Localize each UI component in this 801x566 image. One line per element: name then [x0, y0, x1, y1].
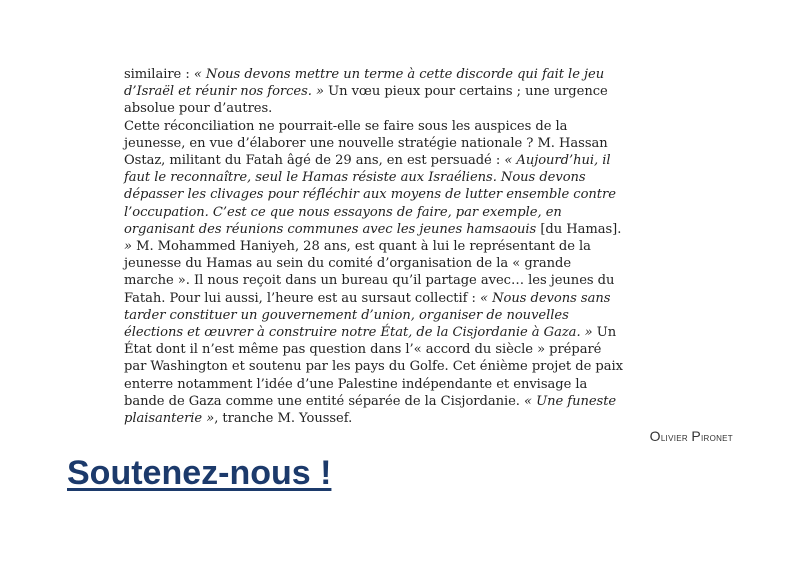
quote-text: « Aujourd’hui, il faut le reconnaître, seul le Hamas résiste aux Israéliens. Nous devons dépasser les clivages pour réfléchir aux moyens de lutter ensemble contre l’occupation. C’est ce que nous essayons de faire, par exemple, en organisant des réunions communes avec les jeunes hamsaouis: [124, 153, 616, 237]
author-initial: P: [691, 428, 701, 444]
article-body: [124, 66, 624, 427]
quote-text: « Nous devons sans tarder constituer un gouvernement d’union, organiser de nouvelles élections et œuvrer à construire notre État, de la Cisjordanie à Gaza. »: [124, 290, 611, 341]
article-paragraph: [124, 118, 624, 428]
paragraph-text: [du Hamas].: [536, 221, 622, 237]
quote-text: »: [124, 239, 132, 255]
paragraph-text: Un vœu pieux pour certains ; une urgence absolue pour d’autres.: [124, 84, 608, 117]
paragraph-text: Un État dont il n’est même pas question dans l’« accord du siècle » préparé par Washington et soutenu par les pays du Golfe. Cet énième projet de paix enterre notamment l’idée d’une Palestine indépendante et envisage la bande de Gaza comme une entité séparée de la Cisjordanie.: [124, 325, 623, 409]
support-us-link[interactable]: Soutenez-nous !: [67, 454, 332, 492]
quote-text: « Nous devons mettre un terme à cette discorde qui fait le jeu d’Israël et réunir nos forces. »: [124, 67, 605, 100]
author-name-part: ironet: [700, 432, 733, 444]
paragraph-text: , tranche M. Youssef.: [214, 411, 353, 427]
paragraph-text: Cette réconciliation ne pourrait-elle se faire sous les auspices de la jeunesse, en vue d’élaborer une nouvelle stratégie nationale ? M. Hassan Ostaz, militant du Fatah âgé de 29 ans, en est persuadé :: [124, 118, 608, 169]
author-signature: [650, 428, 733, 444]
quote-text: « Une funeste plaisanterie »: [124, 393, 617, 427]
author-initial: O: [649, 428, 661, 444]
paragraph-text: similaire :: [124, 67, 194, 82]
author-name-part: livier: [660, 432, 688, 444]
article-paragraph: [124, 66, 624, 118]
paragraph-text: M. Mohammed Haniyeh, 28 ans, est quant à lui le représentant de la jeunesse du Hamas au sein du comité d’organisation de la « grande marche ». Il nous reçoit dans un bureau qu’il partage avec… les jeunes du Fatah. Pour lui aussi, l’heure est au sursaut collectif :: [124, 239, 615, 306]
